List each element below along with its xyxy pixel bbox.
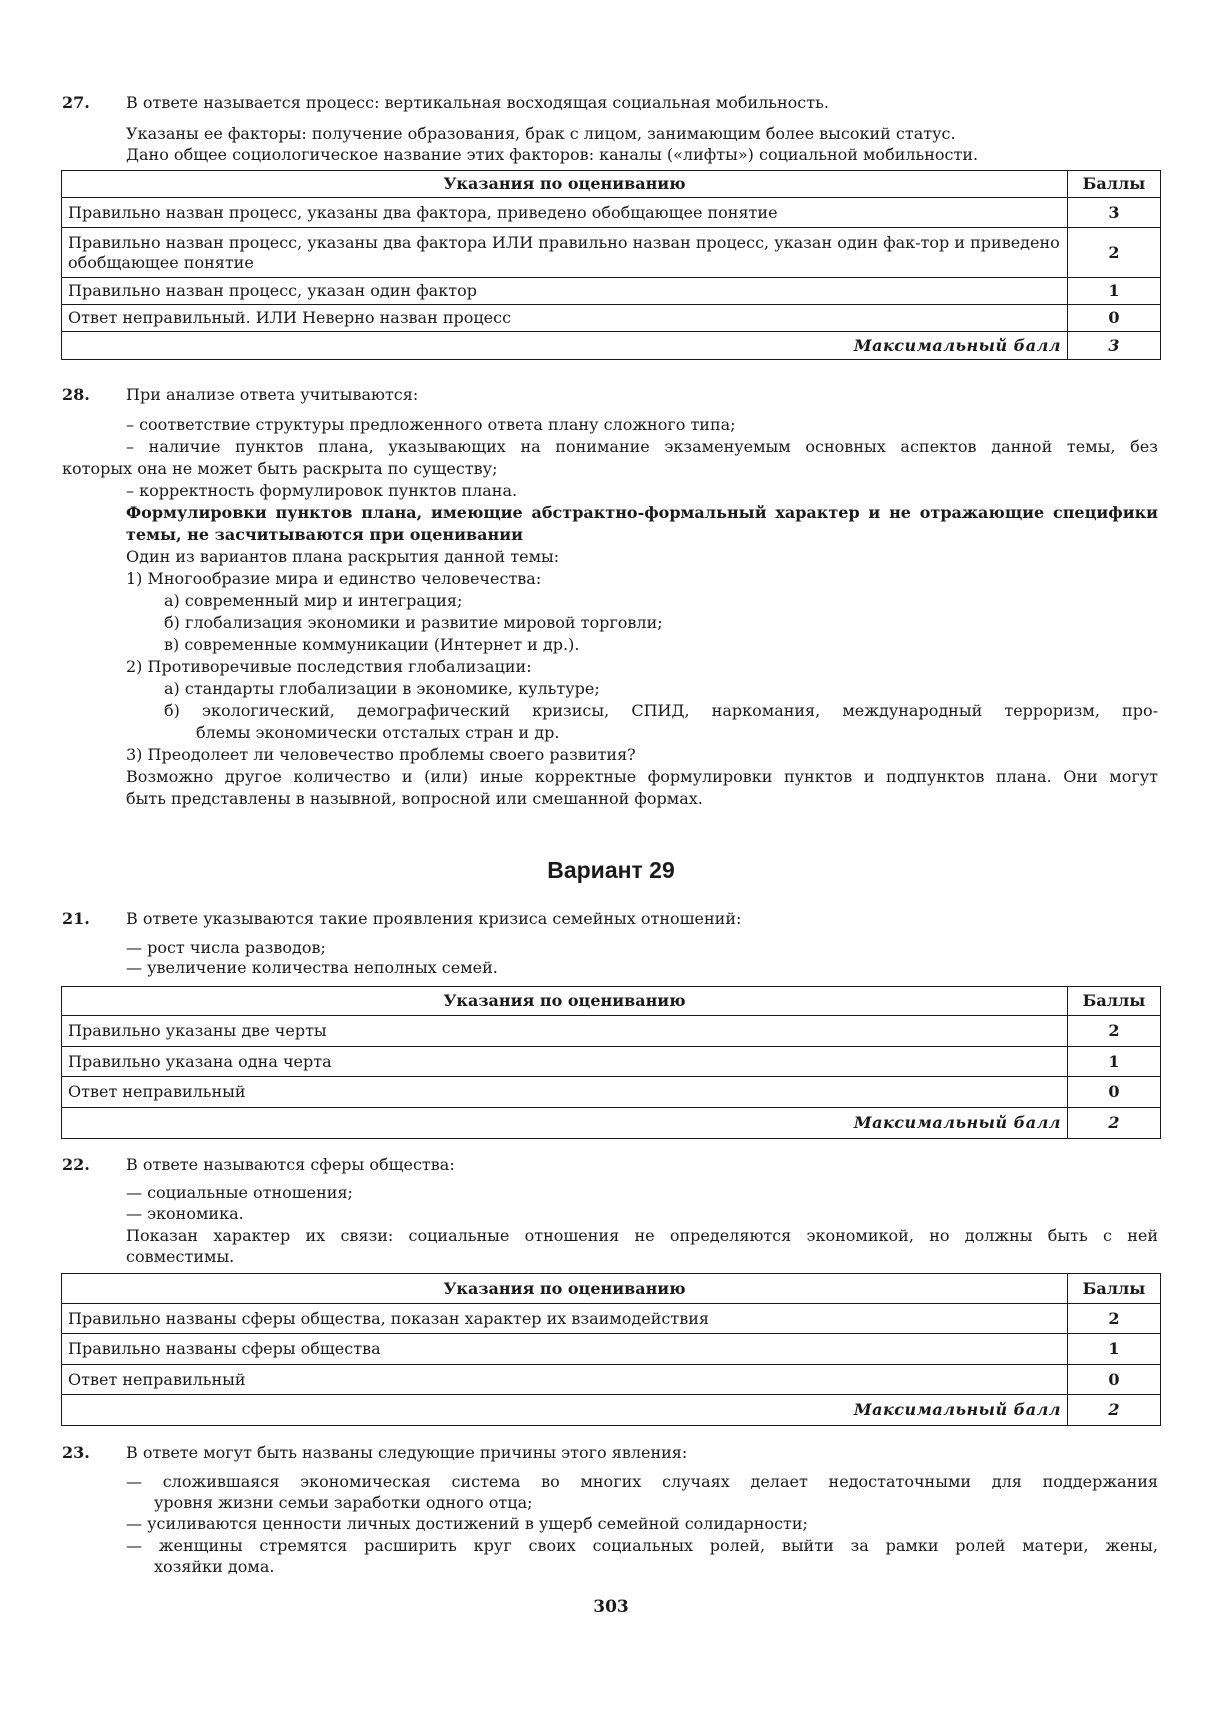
plan-point-1: 1) Многообразие мира и единство человечества: bbox=[126, 569, 542, 588]
table-row bbox=[62, 1304, 1161, 1334]
q28-note-cont: быть представлены в назывной, вопросной или смешанной формах. bbox=[126, 789, 703, 808]
criteria-cell: Правильно назван процесс, указан один фактор bbox=[62, 278, 1068, 305]
q22-note: Показан характер их связи: социальные отношения не определяются экономикой, но должны быть с ней bbox=[126, 1226, 1158, 1245]
question-number-21: 21. bbox=[62, 909, 90, 928]
question-number-28: 28. bbox=[62, 385, 90, 404]
list-item: — сложившаяся экономическая система во многих случаях делает недостаточными для поддержания bbox=[126, 1472, 1158, 1491]
points-cell: 1 bbox=[1068, 278, 1161, 305]
list-item: — рост числа разводов; bbox=[126, 938, 326, 957]
criteria-cell: Правильно названы сферы общества, показан характер их взаимодействия bbox=[62, 1304, 1068, 1334]
list-item: — социальные отношения; bbox=[126, 1183, 353, 1202]
q28-intro: При анализе ответа учитываются: bbox=[126, 385, 419, 404]
q22-grading-table bbox=[61, 1273, 1161, 1426]
table-header-row bbox=[62, 1274, 1161, 1304]
table-max-row bbox=[62, 1108, 1161, 1139]
points-cell: 2 bbox=[1068, 1016, 1161, 1047]
variant-heading: Вариант 29 bbox=[547, 857, 675, 883]
points-cell: 0 bbox=[1068, 1365, 1161, 1395]
points-cell: 0 bbox=[1068, 305, 1161, 332]
criteria-cell: Правильно названы сферы общества bbox=[62, 1334, 1068, 1365]
q22-intro: В ответе называются сферы общества: bbox=[126, 1155, 455, 1174]
points-header: Баллы bbox=[1068, 171, 1161, 198]
q28-bold-note-cont: темы, не засчитываются при оценивании bbox=[126, 525, 523, 544]
max-score-value: 2 bbox=[1068, 1395, 1161, 1426]
question-number-27: 27. bbox=[62, 93, 90, 112]
criteria-cell: Правильно назван процесс, указаны два фактора ИЛИ правильно назван процесс, указан один фак-тор и приведено обобщающее понятие bbox=[62, 228, 1068, 278]
table-row bbox=[62, 1047, 1161, 1077]
q28-criterion-3: – корректность формулировок пунктов плана. bbox=[126, 481, 518, 500]
list-item-cont: хозяйки дома. bbox=[154, 1557, 275, 1576]
table-row bbox=[62, 1334, 1161, 1365]
max-score-value: 2 bbox=[1068, 1108, 1161, 1139]
max-score-label: Максимальный балл bbox=[62, 332, 1068, 360]
table-row bbox=[62, 198, 1161, 228]
criteria-header: Указания по оцениванию bbox=[62, 987, 1068, 1016]
criteria-cell: Ответ неправильный. ИЛИ Неверно назван процесс bbox=[62, 305, 1068, 332]
table-row bbox=[62, 305, 1161, 332]
q22-note-cont: совместимы. bbox=[126, 1247, 235, 1266]
plan-subpoint: б) экологический, демографический кризисы, СПИД, наркомания, международный терроризм, про- bbox=[164, 701, 1158, 720]
q28-plan-intro: Один из вариантов плана раскрытия данной темы: bbox=[126, 547, 560, 566]
plan-subpoint: б) глобализация экономики и развитие мировой торговли; bbox=[164, 613, 663, 632]
list-item: — женщины стремятся расширить круг своих социальных ролей, выйти за рамки ролей матери, жены, bbox=[126, 1536, 1158, 1555]
list-item-cont: уровня жизни семьи заработки одного отца; bbox=[154, 1493, 533, 1512]
q27-term-line: Дано общее социологическое название этих факторов: каналы («лифты») социальной мобильности. bbox=[126, 145, 979, 164]
table-row bbox=[62, 278, 1161, 305]
table-row bbox=[62, 228, 1161, 278]
table-header-row bbox=[62, 171, 1161, 198]
list-item: — экономика. bbox=[126, 1204, 244, 1223]
points-cell: 2 bbox=[1068, 1304, 1161, 1334]
q28-criterion-1: – соответствие структуры предложенного ответа плану сложного типа; bbox=[126, 415, 736, 434]
q27-grading-table bbox=[61, 170, 1161, 360]
q28-bold-note: Формулировки пунктов плана, имеющие абстрактно-формальный характер и не отражающие специфики bbox=[126, 503, 1158, 522]
plan-point-3: 3) Преодолеет ли человечество проблемы своего развития? bbox=[126, 745, 636, 764]
criteria-cell: Ответ неправильный bbox=[62, 1077, 1068, 1108]
points-cell: 0 bbox=[1068, 1077, 1161, 1108]
plan-subpoint-cont: блемы экономически отсталых стран и др. bbox=[196, 723, 560, 742]
table-max-row bbox=[62, 332, 1161, 360]
q28-note: Возможно другое количество и (или) иные корректные формулировки пунктов и подпунктов плана. Они могут bbox=[126, 767, 1158, 786]
points-header: Баллы bbox=[1068, 1274, 1161, 1304]
criteria-header: Указания по оцениванию bbox=[62, 171, 1068, 198]
criteria-cell: Правильно указана одна черта bbox=[62, 1047, 1068, 1077]
points-cell: 1 bbox=[1068, 1334, 1161, 1365]
table-row bbox=[62, 1077, 1161, 1108]
max-score-value: 3 bbox=[1068, 332, 1161, 360]
criteria-cell: Ответ неправильный bbox=[62, 1365, 1068, 1395]
table-header-row bbox=[62, 987, 1161, 1016]
page-number: 303 bbox=[593, 1597, 629, 1617]
q21-intro: В ответе указываются такие проявления кризиса семейных отношений: bbox=[126, 909, 742, 928]
plan-subpoint: а) современный мир и интеграция; bbox=[164, 591, 463, 610]
q28-criterion-2-cont: которых она не может быть раскрыта по существу; bbox=[62, 459, 498, 478]
question-number-23: 23. bbox=[62, 1443, 90, 1462]
plan-subpoint: а) стандарты глобализации в экономике, культуре; bbox=[164, 679, 600, 698]
question-number-22: 22. bbox=[62, 1155, 90, 1174]
criteria-cell: Правильно указаны две черты bbox=[62, 1016, 1068, 1047]
criteria-header: Указания по оцениванию bbox=[62, 1274, 1068, 1304]
list-item: — усиливаются ценности личных достижений в ущерб семейной солидарности; bbox=[126, 1514, 808, 1533]
q23-intro: В ответе могут быть названы следующие причины этого явления: bbox=[126, 1443, 688, 1462]
max-score-label: Максимальный балл bbox=[62, 1395, 1068, 1426]
plan-point-2: 2) Противоречивые последствия глобализации: bbox=[126, 657, 532, 676]
list-item: — увеличение количества неполных семей. bbox=[126, 958, 498, 977]
table-row bbox=[62, 1016, 1161, 1047]
points-cell: 1 bbox=[1068, 1047, 1161, 1077]
points-header: Баллы bbox=[1068, 987, 1161, 1016]
table-row bbox=[62, 1365, 1161, 1395]
criteria-cell: Правильно назван процесс, указаны два фактора, приведено обобщающее понятие bbox=[62, 198, 1068, 228]
q28-criterion-2: – наличие пунктов плана, указывающих на понимание экзаменуемым основных аспектов данной темы, без bbox=[126, 437, 1158, 456]
table-max-row bbox=[62, 1395, 1161, 1426]
points-cell: 3 bbox=[1068, 198, 1161, 228]
plan-subpoint: в) современные коммуникации (Интернет и др.). bbox=[164, 635, 580, 654]
points-cell: 2 bbox=[1068, 228, 1161, 278]
q21-grading-table bbox=[61, 986, 1161, 1139]
q27-factors-line: Указаны ее факторы: получение образования, брак с лицом, занимающим более высокий статус. bbox=[126, 124, 956, 143]
q27-answer-line: В ответе называется процесс: вертикальная восходящая социальная мобильность. bbox=[126, 93, 829, 112]
max-score-label: Максимальный балл bbox=[62, 1108, 1068, 1139]
